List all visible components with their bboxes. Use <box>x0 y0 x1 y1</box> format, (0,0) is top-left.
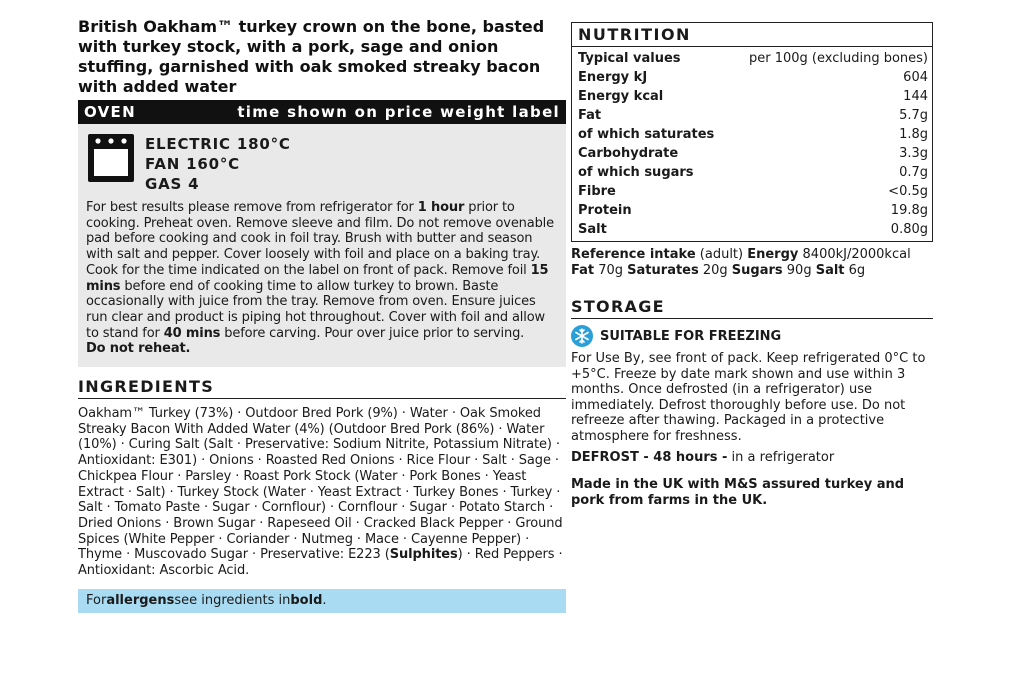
oven-time-note: time shown on price weight label <box>237 103 560 121</box>
oven-header-bar <box>78 100 566 124</box>
oven-gas: GAS 4 <box>145 175 200 193</box>
freezing-badge <box>571 325 933 347</box>
ingredients-list <box>78 406 566 579</box>
nutrition-row <box>578 125 928 144</box>
oven-label: OVEN <box>84 103 136 121</box>
product-title: British Oakham™ turkey crown on the bone, basted with turkey stock, with a pork, sage and onion stuffing, garnished with oak smoked streaky bacon with added water <box>78 17 545 96</box>
reference-text: 70g <box>594 263 628 278</box>
nutrient-value: 0.7g <box>899 165 928 180</box>
ingredient-text: Oakham™ Turkey (73%) · Outdoor Bred Pork (9%) · Water · Oak Smoked Streaky Bacon With Added Water (4%) (Outdoor Bred Pork (86%) · Water (10%) · Curing Salt (Salt · Preservative: Sodium Nitrite, Potassium Nitrate) · Antioxidant: E301) · Onions · Roasted Red Onions · Rice Flour · Salt · Sage · Chickpea Flour · Parsley · Roast Pork Stock (Water · Pork Bones · Yeast Extract · Salt) · Turkey Stock (Water · Yeast Extract · Turkey Bones · Turkey · Salt · Tomato Paste · Sugar · Cornflour) · Cornflour · Sugar · Potato Starch · Dried Onions · Brown Sugar · Rapeseed Oil · Cracked Black Pepper · Ground Spices (White Pepper · Coriander · Nutmeg · Mace · Cayenne Pepper) · Thyme · Muscovado Sugar · Preservative: E223 ( <box>78 406 563 563</box>
nutrient-label: of which saturates <box>578 127 715 142</box>
nutrition-row <box>578 106 928 125</box>
oven-instructions-panel <box>78 124 566 367</box>
oven-instruction-bold: 15 mins <box>86 262 549 294</box>
nutrient-label: Fibre <box>578 184 616 199</box>
nutrition-row <box>578 182 928 201</box>
oven-instruction-bold: 1 hour <box>417 200 465 215</box>
reference-bold: Saturates <box>627 263 699 278</box>
freezing-label: SUITABLE FOR FREEZING <box>600 328 782 344</box>
made-in-note: Made in the UK with M&S assured turkey and pork from farms in the UK. <box>571 476 905 508</box>
nutrient-label: Carbohydrate <box>578 146 679 161</box>
nutrient-value: 3.3g <box>899 146 928 161</box>
oven-fan: FAN 160°C <box>145 155 240 173</box>
reference-text: 6g <box>844 263 866 278</box>
nutrient-label: of which sugars <box>578 165 694 180</box>
left-column <box>78 17 566 613</box>
ingredient-bold: Sulphites <box>389 547 458 563</box>
right-column <box>571 22 933 509</box>
oven-electric: ELECTRIC 180°C <box>145 135 291 153</box>
oven-icon <box>86 132 136 184</box>
reference-bold: Reference intake <box>571 247 696 262</box>
oven-settings <box>145 132 291 194</box>
nutrition-header-row <box>578 49 928 68</box>
oven-instruction-bold: 40 mins <box>163 325 221 341</box>
nutrition-table <box>571 22 933 242</box>
storage-heading: STORAGE <box>571 297 933 319</box>
snowflake-icon <box>571 325 593 347</box>
ingredient-text: ) · Red Peppers · Antioxidant: Ascorbic Acid. <box>78 547 563 579</box>
nutrition-row <box>578 68 928 87</box>
nutrient-value: 144 <box>903 89 928 104</box>
reference-bold: Salt <box>815 263 845 278</box>
allergen-bold: allergens <box>106 593 175 609</box>
oven-instruction-text: before end of cooking time to allow turkey to brown. Baste occasionally with juice from the tray. Remove from oven. Ensure juices run clear and product is piping hot throughout. Cover with foil and allow to stand for <box>86 278 546 341</box>
allergen-text: . <box>322 593 327 609</box>
defrost-text: in a refrigerator <box>727 449 835 465</box>
nutrition-rows <box>572 47 932 241</box>
reference-bold: Energy <box>747 247 799 262</box>
allergen-text: see ingredients in <box>174 593 291 609</box>
nutrition-heading: NUTRITION <box>572 23 932 47</box>
allergen-text: For <box>86 593 107 609</box>
reference-intake <box>571 247 933 279</box>
nutrient-value: 19.8g <box>890 203 928 218</box>
per-100g-label: per 100g (excluding bones) <box>748 51 928 66</box>
oven-instruction-text: prior to cooking. Preheat oven. Remove sleeve and film. Do not remove ovenable pad before cooking and cook in foil tray. Brush with butter and season with salt and pepper. Cover loosely with foil and place on a baking tray. Cook for the time indicated on the label on front of pack. Remove foil <box>86 200 554 278</box>
nutrient-value: 0.80g <box>890 222 928 237</box>
reference-bold: Sugars <box>731 263 783 278</box>
defrost-note <box>571 450 933 465</box>
nutrient-value: 5.7g <box>899 108 928 123</box>
nutrient-label: Energy kJ <box>578 70 648 85</box>
nutrient-label: Energy kcal <box>578 89 664 104</box>
reference-text: 90g <box>782 263 816 278</box>
oven-instruction-text: before carving. Pour over juice prior to serving. <box>220 325 525 341</box>
oven-instructions-text <box>86 200 558 357</box>
reference-text: (adult) <box>695 247 748 262</box>
reference-text: 8400kJ/2000kcal <box>798 247 911 262</box>
nutrition-row <box>578 163 928 182</box>
nutrition-row <box>578 87 928 106</box>
oven-instructions-body <box>86 200 554 341</box>
typical-values-label: Typical values <box>578 51 681 66</box>
storage-instructions: For Use By, see front of pack. Keep refrigerated 0°C to +5°C. Freeze by date mark shown and use within 3 months. Once defrosted (in a refrigerator) use immediately. Defrost thoroughly before use. Do not refreeze after thawing. Packaged in a protective atmosphere for freshness. <box>571 351 926 444</box>
nutrition-row <box>578 201 928 220</box>
nutrition-row <box>578 220 928 239</box>
ingredients-heading: INGREDIENTS <box>78 377 566 399</box>
defrost-bold: DEFROST - 48 hours - <box>571 449 728 465</box>
reference-text: 20g <box>698 263 732 278</box>
reference-bold: Fat <box>571 263 595 278</box>
nutrient-label: Salt <box>578 222 607 237</box>
no-reheat-note: Do not reheat. <box>86 341 191 357</box>
nutrient-value: <0.5g <box>888 184 928 199</box>
allergen-note <box>78 589 566 613</box>
nutrient-label: Protein <box>578 203 632 218</box>
nutrient-label: Fat <box>578 108 602 123</box>
nutrient-value: 604 <box>903 70 928 85</box>
nutrient-value: 1.8g <box>899 127 928 142</box>
allergen-bold: bold <box>290 593 323 609</box>
nutrition-row <box>578 144 928 163</box>
oven-instruction-text: For best results please remove from refrigerator for <box>86 200 418 215</box>
